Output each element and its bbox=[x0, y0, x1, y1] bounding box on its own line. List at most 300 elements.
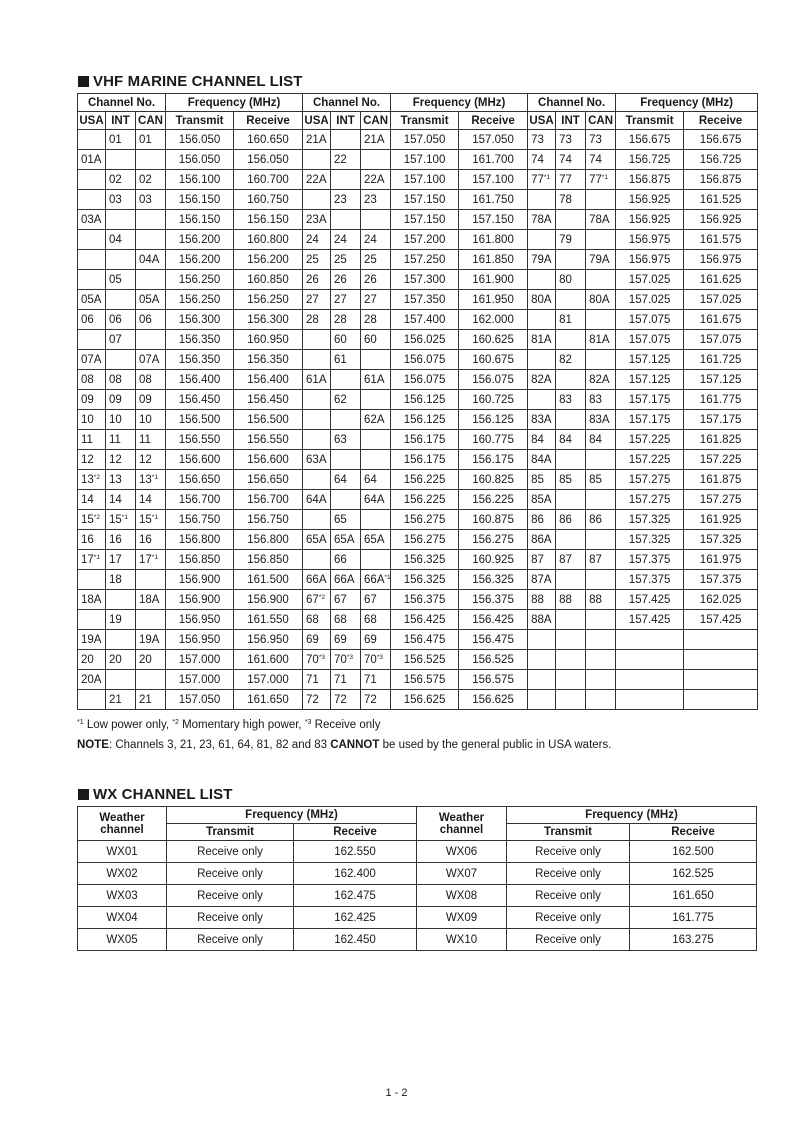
int-channel-cell: 62 bbox=[331, 390, 361, 410]
vhf-table-row bbox=[78, 210, 758, 230]
can-channel-cell: 21A bbox=[361, 130, 391, 150]
can-channel-cell: 23 bbox=[361, 190, 391, 210]
vhf-table-row bbox=[78, 270, 758, 290]
usa-channel-cell bbox=[303, 330, 331, 350]
can-header: CAN bbox=[361, 112, 391, 130]
can-channel-cell bbox=[361, 550, 391, 570]
receive-freq-cell: 162.500 bbox=[630, 841, 757, 863]
receive-freq-cell: 160.750 bbox=[234, 190, 303, 210]
transmit-freq-cell: 156.925 bbox=[616, 190, 684, 210]
can-channel-cell: 01 bbox=[136, 130, 166, 150]
transmit-freq-cell: 156.450 bbox=[166, 390, 234, 410]
usa-channel-cell: 80A bbox=[528, 290, 556, 310]
receive-freq-cell: 156.050 bbox=[234, 150, 303, 170]
transmit-freq-cell: 157.075 bbox=[616, 310, 684, 330]
can-channel-cell: 67 bbox=[361, 590, 391, 610]
weather-channel-cell: WX08 bbox=[417, 885, 507, 907]
can-channel-cell: 18A bbox=[136, 590, 166, 610]
receive-freq-cell: 161.600 bbox=[234, 650, 303, 670]
int-channel-cell: 88 bbox=[556, 590, 586, 610]
transmit-freq-cell: 157.325 bbox=[616, 530, 684, 550]
transmit-freq-cell: 156.900 bbox=[166, 590, 234, 610]
receive-freq-cell: 156.150 bbox=[234, 210, 303, 230]
receive-freq-cell: 157.375 bbox=[684, 570, 758, 590]
transmit-freq-cell: 156.600 bbox=[166, 450, 234, 470]
can-channel-cell bbox=[136, 210, 166, 230]
usa-channel-cell: 12 bbox=[78, 450, 106, 470]
transmit-freq-cell: 156.325 bbox=[391, 550, 459, 570]
receive-freq-cell bbox=[684, 630, 758, 650]
receive-freq-cell: 156.575 bbox=[459, 670, 528, 690]
receive-freq-cell: 156.600 bbox=[234, 450, 303, 470]
usa-channel-cell bbox=[78, 270, 106, 290]
usa-channel-cell: 08 bbox=[78, 370, 106, 390]
transmit-freq-cell: 156.350 bbox=[166, 350, 234, 370]
usa-channel-cell: 71 bbox=[303, 670, 331, 690]
transmit-freq-cell: 157.275 bbox=[616, 490, 684, 510]
can-channel-cell: 71 bbox=[361, 670, 391, 690]
receive-freq-cell: 156.750 bbox=[234, 510, 303, 530]
usa-channel-cell: 77$^{*1}$ bbox=[528, 170, 556, 190]
can-channel-cell: 12 bbox=[136, 450, 166, 470]
transmit-freq-cell: 157.300 bbox=[391, 270, 459, 290]
usa-channel-cell bbox=[78, 250, 106, 270]
weather-channel-header-line2: channel bbox=[100, 823, 144, 836]
int-channel-cell bbox=[331, 170, 361, 190]
transmit-freq-cell: 157.350 bbox=[391, 290, 459, 310]
usa-header: USA bbox=[303, 112, 331, 130]
vhf-table-row bbox=[78, 490, 758, 510]
vhf-sub-header-row bbox=[78, 112, 758, 130]
can-channel-cell: 82A bbox=[586, 370, 616, 390]
transmit-freq-cell: 157.100 bbox=[391, 150, 459, 170]
usa-channel-cell: 07A bbox=[78, 350, 106, 370]
int-channel-cell bbox=[556, 370, 586, 390]
can-channel-cell bbox=[361, 390, 391, 410]
weather-channel-cell: WX09 bbox=[417, 907, 507, 929]
weather-channel-header-line2: channel bbox=[439, 823, 484, 836]
transmit-cell: Receive only bbox=[167, 885, 294, 907]
transmit-cell: Receive only bbox=[507, 907, 630, 929]
usa-channel-cell: 82A bbox=[528, 370, 556, 390]
transmit-freq-cell: 156.275 bbox=[391, 530, 459, 550]
vhf-table-row bbox=[78, 470, 758, 490]
int-channel-cell: 03 bbox=[106, 190, 136, 210]
receive-freq-cell: 160.850 bbox=[234, 270, 303, 290]
wx-table-row bbox=[78, 863, 757, 885]
usa-channel-cell: 20 bbox=[78, 650, 106, 670]
weather-channel-cell: WX04 bbox=[78, 907, 167, 929]
receive-freq-cell: 163.275 bbox=[630, 929, 757, 951]
receive-freq-cell: 156.350 bbox=[234, 350, 303, 370]
can-channel-cell: 22A bbox=[361, 170, 391, 190]
int-channel-cell: 74 bbox=[556, 150, 586, 170]
wx-table-row bbox=[78, 885, 757, 907]
int-channel-cell: 60 bbox=[331, 330, 361, 350]
can-channel-cell: 73 bbox=[586, 130, 616, 150]
transmit-freq-cell: 156.725 bbox=[616, 150, 684, 170]
receive-freq-cell: 156.400 bbox=[234, 370, 303, 390]
transmit-freq-cell bbox=[616, 670, 684, 690]
transmit-freq-cell: 157.425 bbox=[616, 610, 684, 630]
transmit-freq-cell: 157.125 bbox=[616, 350, 684, 370]
receive-freq-cell: 161.875 bbox=[684, 470, 758, 490]
int-channel-cell: 19 bbox=[106, 610, 136, 630]
can-channel-cell: 27 bbox=[361, 290, 391, 310]
receive-freq-cell: 161.925 bbox=[684, 510, 758, 530]
vhf-table-row bbox=[78, 670, 758, 690]
weather-channel-cell: WX07 bbox=[417, 863, 507, 885]
can-channel-cell: 20 bbox=[136, 650, 166, 670]
wx-group-header-row bbox=[78, 807, 757, 824]
can-channel-cell: 83 bbox=[586, 390, 616, 410]
int-channel-cell: 22 bbox=[331, 150, 361, 170]
can-channel-cell bbox=[136, 670, 166, 690]
usa-channel-cell bbox=[528, 650, 556, 670]
usa-channel-cell: 19A bbox=[78, 630, 106, 650]
int-channel-cell bbox=[106, 590, 136, 610]
receive-freq-cell: 161.575 bbox=[684, 230, 758, 250]
usa-channel-cell bbox=[303, 410, 331, 430]
can-header: CAN bbox=[136, 112, 166, 130]
usa-channel-cell bbox=[528, 190, 556, 210]
vhf-table-row bbox=[78, 330, 758, 350]
receive-freq-cell: 157.325 bbox=[684, 530, 758, 550]
can-channel-cell: 69 bbox=[361, 630, 391, 650]
receive-freq-cell: 160.650 bbox=[234, 130, 303, 150]
int-channel-cell: 02 bbox=[106, 170, 136, 190]
transmit-freq-cell: 156.625 bbox=[391, 690, 459, 710]
receive-freq-cell: 156.950 bbox=[234, 630, 303, 650]
transmit-freq-cell: 157.225 bbox=[616, 430, 684, 450]
can-channel-cell: 70$^{*3}$ bbox=[361, 650, 391, 670]
int-channel-cell: 79 bbox=[556, 230, 586, 250]
can-channel-cell: 21 bbox=[136, 690, 166, 710]
int-channel-cell: 06 bbox=[106, 310, 136, 330]
receive-header: Receive bbox=[684, 112, 758, 130]
can-channel-cell: 85 bbox=[586, 470, 616, 490]
int-channel-cell bbox=[106, 670, 136, 690]
can-channel-cell bbox=[136, 330, 166, 350]
int-channel-cell: 72 bbox=[331, 690, 361, 710]
vhf-table-row bbox=[78, 290, 758, 310]
usa-channel-cell bbox=[78, 190, 106, 210]
usa-channel-cell bbox=[528, 390, 556, 410]
can-channel-cell bbox=[361, 150, 391, 170]
frequency-header: Frequency (MHz) bbox=[507, 807, 757, 824]
int-channel-cell: 82 bbox=[556, 350, 586, 370]
transmit-freq-cell: 156.050 bbox=[166, 150, 234, 170]
receive-freq-cell bbox=[684, 690, 758, 710]
can-channel-cell: 06 bbox=[136, 310, 166, 330]
channel-no-header: Channel No. bbox=[528, 94, 616, 112]
transmit-freq-cell: 156.900 bbox=[166, 570, 234, 590]
can-channel-cell: 72 bbox=[361, 690, 391, 710]
transmit-freq-cell: 156.200 bbox=[166, 230, 234, 250]
footnote bbox=[77, 719, 380, 731]
can-channel-cell bbox=[361, 430, 391, 450]
int-channel-cell: 11 bbox=[106, 430, 136, 450]
receive-freq-cell: 157.275 bbox=[684, 490, 758, 510]
int-channel-cell bbox=[556, 410, 586, 430]
int-channel-cell bbox=[556, 330, 586, 350]
can-channel-cell: 16 bbox=[136, 530, 166, 550]
wx-channel-table bbox=[77, 806, 757, 951]
receive-freq-cell: 161.950 bbox=[459, 290, 528, 310]
int-channel-cell: 78 bbox=[556, 190, 586, 210]
usa-channel-cell bbox=[303, 390, 331, 410]
receive-freq-cell: 161.525 bbox=[684, 190, 758, 210]
wx-table-row bbox=[78, 841, 757, 863]
receive-freq-cell: 157.425 bbox=[684, 610, 758, 630]
can-channel-cell: 74 bbox=[586, 150, 616, 170]
receive-freq-cell: 156.425 bbox=[459, 610, 528, 630]
can-channel-cell bbox=[586, 650, 616, 670]
receive-freq-cell: 157.125 bbox=[684, 370, 758, 390]
transmit-cell: Receive only bbox=[507, 929, 630, 951]
transmit-freq-cell: 156.750 bbox=[166, 510, 234, 530]
transmit-cell: Receive only bbox=[167, 863, 294, 885]
transmit-header: Transmit bbox=[507, 824, 630, 841]
int-channel-cell bbox=[556, 450, 586, 470]
transmit-freq-cell: 157.025 bbox=[616, 290, 684, 310]
receive-freq-cell: 160.700 bbox=[234, 170, 303, 190]
can-channel-cell: 17$^{*1}$ bbox=[136, 550, 166, 570]
usa-channel-cell: 03A bbox=[78, 210, 106, 230]
transmit-freq-cell: 156.875 bbox=[616, 170, 684, 190]
note-emphasis: CANNOT bbox=[330, 739, 380, 751]
receive-freq-cell: 160.775 bbox=[459, 430, 528, 450]
transmit-freq-cell: 156.650 bbox=[166, 470, 234, 490]
footnote-marker: *3 bbox=[304, 719, 312, 726]
wx-table-row bbox=[78, 907, 757, 929]
transmit-freq-cell: 157.150 bbox=[391, 190, 459, 210]
receive-freq-cell: 157.225 bbox=[684, 450, 758, 470]
receive-freq-cell: 162.550 bbox=[294, 841, 417, 863]
receive-freq-cell: 156.725 bbox=[684, 150, 758, 170]
receive-freq-cell: 161.650 bbox=[234, 690, 303, 710]
usa-channel-cell bbox=[528, 670, 556, 690]
transmit-freq-cell: 157.250 bbox=[391, 250, 459, 270]
can-channel-cell bbox=[586, 570, 616, 590]
receive-freq-cell: 161.625 bbox=[684, 270, 758, 290]
vhf-table-row bbox=[78, 510, 758, 530]
int-channel-cell bbox=[106, 350, 136, 370]
transmit-freq-cell: 156.675 bbox=[616, 130, 684, 150]
receive-freq-cell: 161.975 bbox=[684, 550, 758, 570]
vhf-table-row bbox=[78, 190, 758, 210]
int-channel-cell: 66 bbox=[331, 550, 361, 570]
can-channel-cell: 26 bbox=[361, 270, 391, 290]
usa-channel-cell bbox=[303, 150, 331, 170]
usa-channel-cell: 69 bbox=[303, 630, 331, 650]
transmit-freq-cell: 156.175 bbox=[391, 450, 459, 470]
weather-channel-cell: WX06 bbox=[417, 841, 507, 863]
receive-freq-cell: 156.175 bbox=[459, 450, 528, 470]
transmit-header: Transmit bbox=[167, 824, 294, 841]
can-channel-cell: 60 bbox=[361, 330, 391, 350]
footnote-marker: *2 bbox=[172, 719, 179, 726]
receive-freq-cell: 156.200 bbox=[234, 250, 303, 270]
receive-freq-cell: 157.150 bbox=[459, 210, 528, 230]
usa-channel-cell bbox=[528, 630, 556, 650]
can-channel-cell bbox=[136, 570, 166, 590]
can-channel-cell bbox=[136, 270, 166, 290]
vhf-section-heading bbox=[78, 73, 303, 90]
usa-channel-cell: 20A bbox=[78, 670, 106, 690]
can-channel-cell: 88 bbox=[586, 590, 616, 610]
receive-freq-cell: 156.275 bbox=[459, 530, 528, 550]
vhf-table-row bbox=[78, 310, 758, 330]
transmit-freq-cell: 157.025 bbox=[616, 270, 684, 290]
transmit-freq-cell: 156.850 bbox=[166, 550, 234, 570]
usa-channel-cell bbox=[78, 170, 106, 190]
footnote-text: Low power only, bbox=[83, 719, 173, 731]
receive-freq-cell: 157.050 bbox=[459, 130, 528, 150]
can-channel-cell: 81A bbox=[586, 330, 616, 350]
int-channel-cell: 16 bbox=[106, 530, 136, 550]
usa-channel-cell: 72 bbox=[303, 690, 331, 710]
usa-header: USA bbox=[78, 112, 106, 130]
transmit-freq-cell: 156.225 bbox=[391, 490, 459, 510]
transmit-freq-cell bbox=[616, 630, 684, 650]
transmit-freq-cell: 156.300 bbox=[166, 310, 234, 330]
receive-freq-cell: 157.100 bbox=[459, 170, 528, 190]
receive-freq-cell: 156.450 bbox=[234, 390, 303, 410]
int-channel-cell: 73 bbox=[556, 130, 586, 150]
int-channel-cell: 18 bbox=[106, 570, 136, 590]
int-channel-cell bbox=[106, 250, 136, 270]
usa-channel-cell: 27 bbox=[303, 290, 331, 310]
usa-channel-cell: 78A bbox=[528, 210, 556, 230]
vhf-table-row bbox=[78, 550, 758, 570]
transmit-freq-cell: 157.275 bbox=[616, 470, 684, 490]
int-channel-cell bbox=[331, 370, 361, 390]
int-channel-cell: 21 bbox=[106, 690, 136, 710]
usa-channel-cell: 25 bbox=[303, 250, 331, 270]
can-channel-cell bbox=[586, 530, 616, 550]
transmit-freq-cell: 157.175 bbox=[616, 390, 684, 410]
usa-channel-cell: 28 bbox=[303, 310, 331, 330]
usa-channel-cell: 85 bbox=[528, 470, 556, 490]
vhf-table-row bbox=[78, 590, 758, 610]
square-bullet-icon bbox=[78, 789, 89, 800]
footnote-text: Receive only bbox=[311, 719, 381, 731]
usa-channel-cell bbox=[303, 550, 331, 570]
int-channel-cell: 08 bbox=[106, 370, 136, 390]
int-channel-cell: 67 bbox=[331, 590, 361, 610]
transmit-freq-cell: 156.700 bbox=[166, 490, 234, 510]
can-channel-cell bbox=[586, 350, 616, 370]
usa-channel-cell: 17$^{*1}$ bbox=[78, 550, 106, 570]
receive-freq-cell: 160.800 bbox=[234, 230, 303, 250]
receive-freq-cell: 161.700 bbox=[459, 150, 528, 170]
int-channel-cell: 20 bbox=[106, 650, 136, 670]
int-channel-cell bbox=[106, 290, 136, 310]
receive-freq-cell: 160.825 bbox=[459, 470, 528, 490]
int-channel-cell: 12 bbox=[106, 450, 136, 470]
can-channel-cell: 13$^{*1}$ bbox=[136, 470, 166, 490]
usa-channel-cell: 68 bbox=[303, 610, 331, 630]
receive-freq-cell: 161.725 bbox=[684, 350, 758, 370]
footnote-text: Momentary high power, bbox=[178, 719, 305, 731]
weather-channel-header-line1: Weather bbox=[99, 811, 145, 824]
receive-freq-cell: 156.550 bbox=[234, 430, 303, 450]
usa-channel-cell: 61A bbox=[303, 370, 331, 390]
vhf-table-row bbox=[78, 370, 758, 390]
int-channel-cell bbox=[556, 690, 586, 710]
usa-channel-cell: 05A bbox=[78, 290, 106, 310]
can-channel-cell: 62A bbox=[361, 410, 391, 430]
transmit-freq-cell: 157.000 bbox=[166, 670, 234, 690]
receive-freq-cell: 156.675 bbox=[684, 130, 758, 150]
can-channel-cell: 05A bbox=[136, 290, 166, 310]
transmit-freq-cell: 157.425 bbox=[616, 590, 684, 610]
int-channel-cell: 81 bbox=[556, 310, 586, 330]
transmit-freq-cell: 157.400 bbox=[391, 310, 459, 330]
wx-table-row bbox=[78, 929, 757, 951]
int-channel-cell: 14 bbox=[106, 490, 136, 510]
int-channel-cell: 65A bbox=[331, 530, 361, 550]
weather-channel-cell: WX05 bbox=[78, 929, 167, 951]
usa-channel-cell: 88 bbox=[528, 590, 556, 610]
receive-freq-cell: 160.875 bbox=[459, 510, 528, 530]
weather-channel-header bbox=[417, 807, 507, 841]
int-channel-cell: 28 bbox=[331, 310, 361, 330]
can-channel-cell: 64 bbox=[361, 470, 391, 490]
transmit-freq-cell: 156.225 bbox=[391, 470, 459, 490]
receive-freq-cell: 162.475 bbox=[294, 885, 417, 907]
transmit-freq-cell: 157.225 bbox=[616, 450, 684, 470]
channel-no-header: Channel No. bbox=[303, 94, 391, 112]
int-channel-cell: 23 bbox=[331, 190, 361, 210]
can-channel-cell: 24 bbox=[361, 230, 391, 250]
transmit-freq-cell: 156.250 bbox=[166, 270, 234, 290]
can-channel-cell: 86 bbox=[586, 510, 616, 530]
can-channel-cell: 79A bbox=[586, 250, 616, 270]
usa-channel-cell bbox=[78, 610, 106, 630]
can-channel-cell: 08 bbox=[136, 370, 166, 390]
can-channel-cell: 78A bbox=[586, 210, 616, 230]
usa-channel-cell: 26 bbox=[303, 270, 331, 290]
transmit-freq-cell: 156.100 bbox=[166, 170, 234, 190]
usa-channel-cell bbox=[78, 330, 106, 350]
transmit-freq-cell: 156.150 bbox=[166, 210, 234, 230]
usa-channel-cell: 16 bbox=[78, 530, 106, 550]
int-channel-cell: 71 bbox=[331, 670, 361, 690]
usa-channel-cell bbox=[303, 350, 331, 370]
transmit-freq-cell: 156.175 bbox=[391, 430, 459, 450]
transmit-freq-cell: 156.975 bbox=[616, 250, 684, 270]
usa-channel-cell: 81A bbox=[528, 330, 556, 350]
can-channel-cell: 25 bbox=[361, 250, 391, 270]
usa-channel-cell: 84A bbox=[528, 450, 556, 470]
frequency-header: Frequency (MHz) bbox=[167, 807, 417, 824]
vhf-table-row bbox=[78, 250, 758, 270]
usa-channel-cell: 87 bbox=[528, 550, 556, 570]
receive-freq-cell: 157.175 bbox=[684, 410, 758, 430]
receive-freq-cell: 156.625 bbox=[459, 690, 528, 710]
transmit-freq-cell: 156.475 bbox=[391, 630, 459, 650]
can-channel-cell: 68 bbox=[361, 610, 391, 630]
page-number: 1 - 2 bbox=[385, 1087, 408, 1099]
int-channel-cell bbox=[331, 490, 361, 510]
receive-freq-cell: 162.425 bbox=[294, 907, 417, 929]
can-channel-cell bbox=[361, 350, 391, 370]
int-channel-cell: 24 bbox=[331, 230, 361, 250]
int-channel-cell bbox=[556, 650, 586, 670]
can-channel-cell: 83A bbox=[586, 410, 616, 430]
